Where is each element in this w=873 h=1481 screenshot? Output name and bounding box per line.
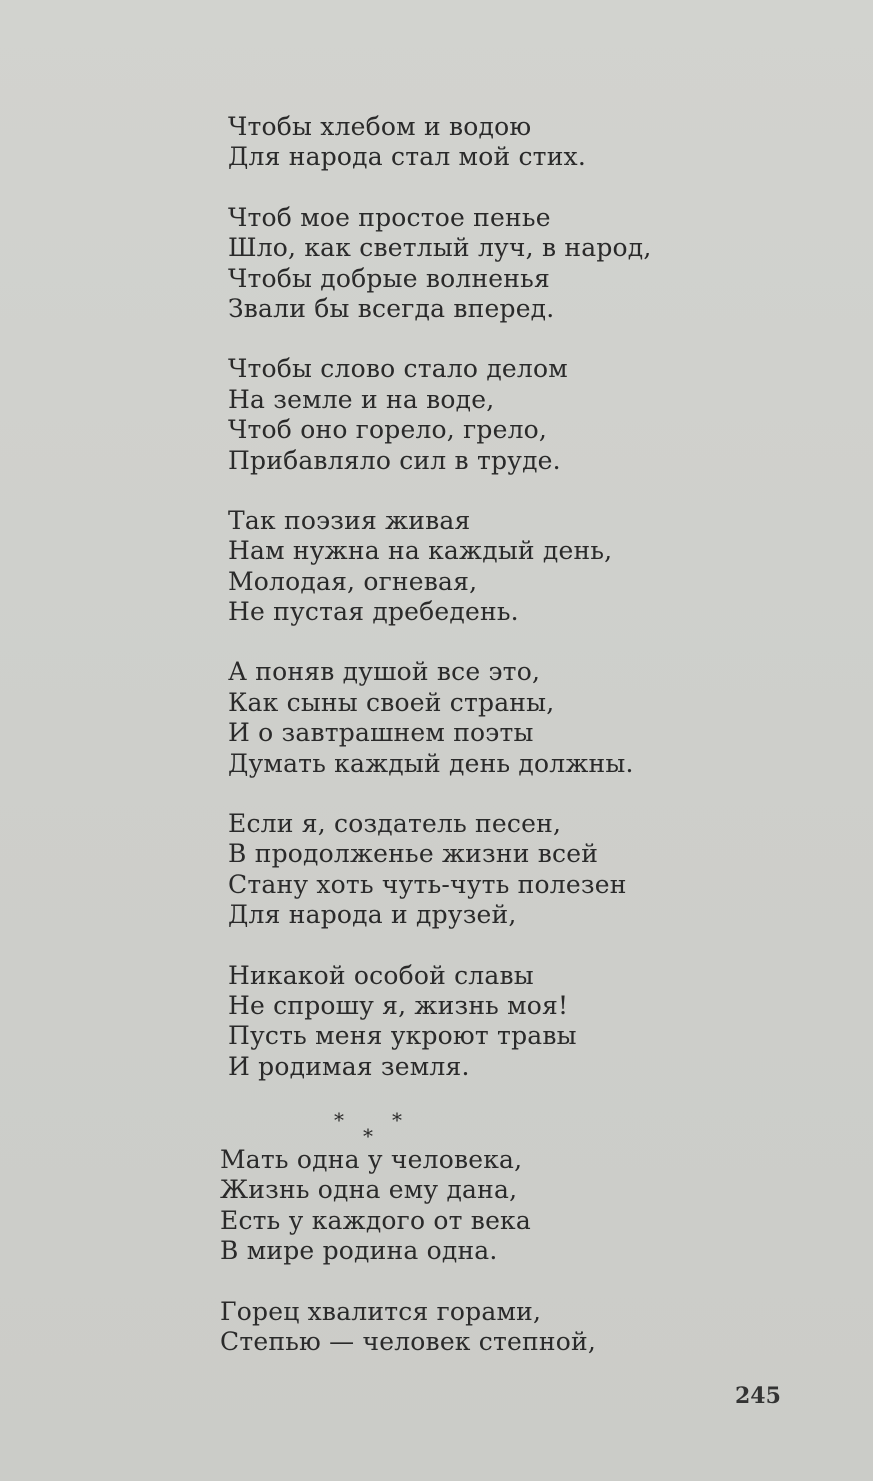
poem-line: Как сыны своей страны, [228,687,555,717]
poem-line: Для народа стал мой стих. [228,142,587,172]
poem-line: Молодая, огневая, [228,566,478,596]
poem-line: Думать каждый день должны. [228,748,634,778]
poem-line: Звали бы всегда вперед. [228,293,555,323]
asterisk: * [363,1124,373,1149]
poem-line: Жизнь одна ему дана, [220,1175,518,1205]
stanza [228,961,748,1083]
poem-part-one [228,112,748,1168]
poem-line: Не спрошу я, жизнь моя! [228,990,569,1020]
stanza [228,506,748,628]
poem-line: И родимая земля. [228,1051,470,1081]
poem-line: Горец хвалится горами, [220,1296,542,1326]
poem-line: Прибавляло сил в труде. [228,445,561,475]
poem-line: Чтобы хлебом и водою [228,112,532,141]
poem-line: Чтобы слово стало делом [228,354,568,384]
poem-line: Мать одна у человека, [220,1145,523,1174]
poem-line: Не пустая дребедень. [228,597,519,627]
stanza [220,1297,740,1358]
poem-line: Для народа и друзей, [228,900,517,930]
poem-line: Стану хоть чуть-чуть полезен [228,869,627,899]
asterisk: * [392,1108,402,1133]
poem-part-two [220,1145,740,1387]
poem-line: Есть у каждого от века [220,1205,531,1235]
poem-line: Чтоб оно горело, грело, [228,415,548,445]
page-number: 245 [735,1383,781,1409]
poem-line: Чтобы добрые волненья [228,263,550,293]
stanza [228,354,748,476]
asterisk: * [334,1108,344,1133]
poem-line: Степью — человек степной, [220,1326,596,1356]
poem-line: Пусть меня укроют травы [228,1021,577,1051]
stanza [228,657,748,779]
poem-line: В продолженье жизни всей [228,839,599,869]
poem-line: Никакой особой славы [228,960,534,990]
poem-line: Если я, создатель песен, [228,809,562,839]
poem-line: И о завтрашнем поэты [228,718,534,748]
stanza [228,809,748,931]
stanza [220,1145,740,1267]
poem-line: В мире родина одна. [220,1236,498,1266]
poem-line: А поняв душой все это, [228,657,541,687]
stanza [228,203,748,325]
poem-line: На земле и на воде, [228,384,495,414]
poem-line: Нам нужна на каждый день, [228,536,613,566]
poem-line: Чтоб мое простое пенье [228,202,551,232]
poem-line: Шло, как светлый луч, в народ, [228,233,652,263]
poem-line: Так поэзия живая [228,505,471,535]
stanza [228,112,748,173]
